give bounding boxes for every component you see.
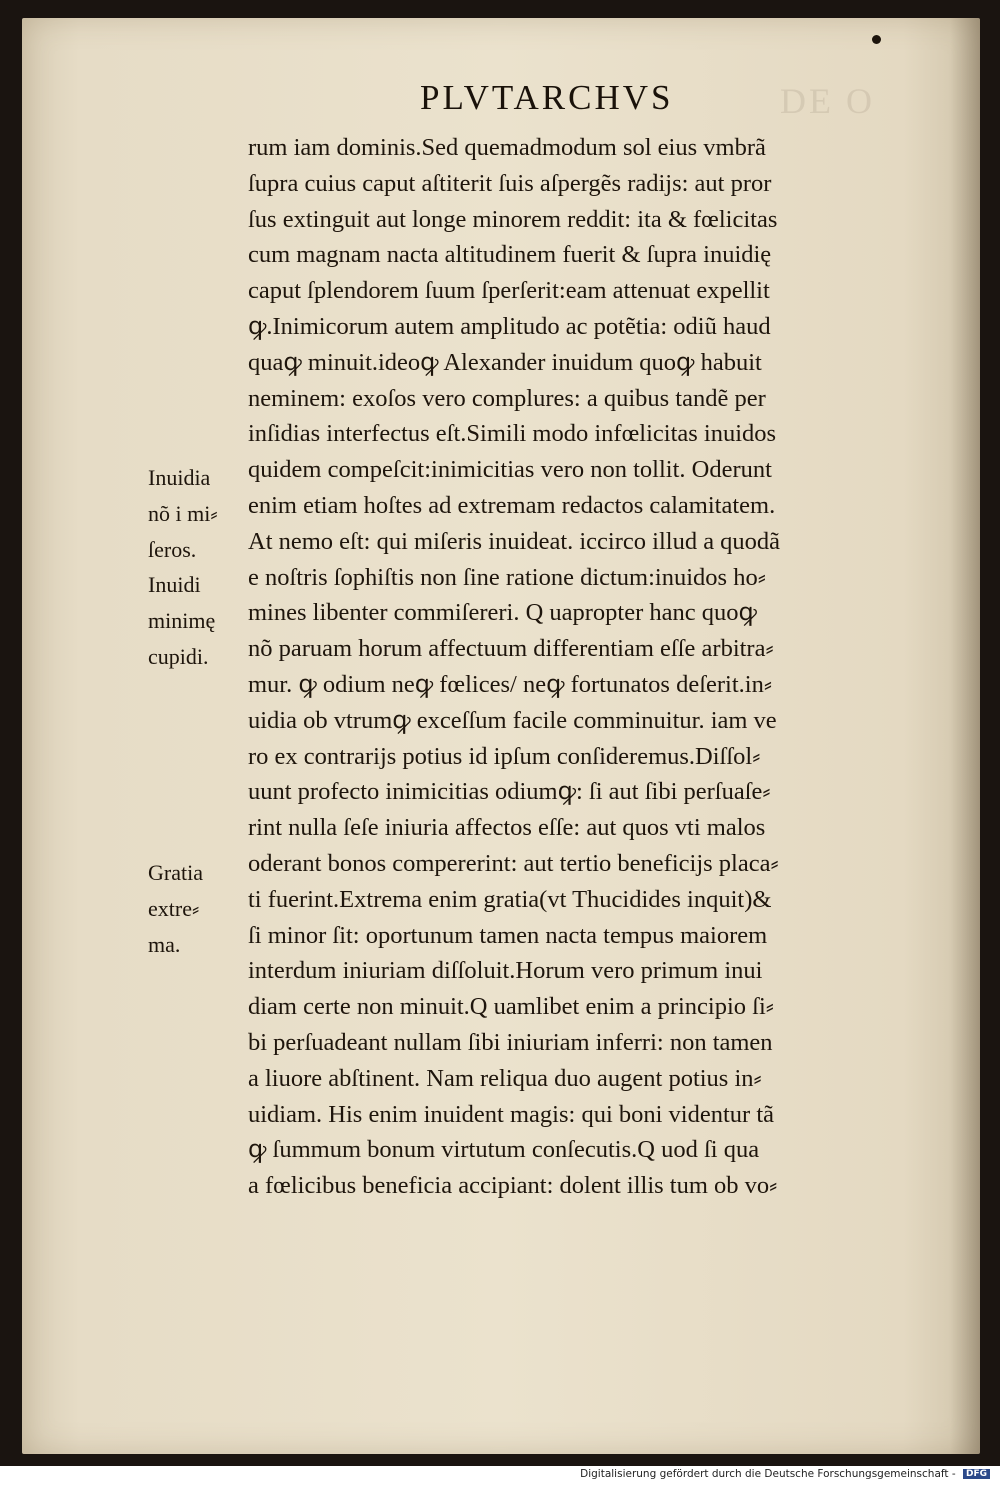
margin-note-line: ma. bbox=[148, 931, 181, 957]
margin-note-line: extre⸗ bbox=[148, 895, 200, 921]
ink-spot bbox=[872, 35, 881, 44]
margin-note-line: nõ i mi⸗ bbox=[148, 500, 218, 526]
text-line: interdum iniuriam diſſoluit.Horum vero primum inui bbox=[248, 957, 763, 985]
text-line: mines libenter commiſereri. Q uapropter hanc quoꝙ bbox=[248, 599, 757, 627]
text-line: uunt profecto inimicitias odiumꝙ: ſi aut ſibi perſuaſe⸗ bbox=[248, 778, 771, 806]
text-line: ro ex contrarijs potius id ipſum conſideremus.Diſſol⸗ bbox=[248, 742, 761, 770]
text-line: rint nulla ſeſe iniuria affectos eſſe: aut quos vti malos bbox=[248, 814, 766, 842]
margin-note bbox=[148, 460, 218, 675]
digitization-credit bbox=[580, 1468, 990, 1480]
text-line: e noſtris ſophiſtis non ſine ratione dictum:inuidos ho⸗ bbox=[248, 563, 766, 591]
running-head: PLVTARCHVS bbox=[420, 78, 674, 117]
spine-shadow bbox=[950, 18, 980, 1454]
text-line: a fœlicibus beneficia accipiant: dolent illis tum ob vo⸗ bbox=[248, 1172, 778, 1200]
text-line: quidem compeſcit:inimicitias vero non tollit. Oderunt bbox=[248, 456, 772, 484]
text-line: nõ paruam horum affectuum differentiam eſſe arbitra⸗ bbox=[248, 635, 774, 663]
text-line: ꝙ ſummum bonum virtutum conſecutis.Q uod ſi qua bbox=[248, 1136, 760, 1164]
text-line: ſus extinguit aut longe minorem reddit: ita & fœlicitas bbox=[248, 205, 778, 233]
credit-text: Digitalisierung gefördert durch die Deutsche Forschungsgemeinschaft - bbox=[580, 1468, 956, 1480]
margin-note bbox=[148, 855, 203, 962]
margin-note-line: Inuidi bbox=[148, 572, 201, 598]
text-line: ti fuerint.Extrema enim gratia(vt Thucidides inquit)& bbox=[248, 885, 772, 913]
text-line: uidia ob vtrumꝙ exceſſum facile comminuitur. iam ve bbox=[248, 706, 777, 734]
text-line: mur. ꝙ odium neꝙ fœlices/ neꝙ fortunatos deſerit.in⸗ bbox=[248, 670, 772, 698]
text-line: bi perſuadeant nullam ſibi iniuriam inferri: non tamen bbox=[248, 1028, 773, 1056]
dfg-logo: DFG bbox=[963, 1469, 990, 1479]
text-line: diam certe non minuit.Q uamlibet enim a principio ſi⸗ bbox=[248, 993, 774, 1021]
text-line: neminem: exoſos vero complures: a quibus tandẽ per bbox=[248, 384, 766, 412]
text-line: enim etiam hoſtes ad extremam redactos calamitatem. bbox=[248, 491, 776, 519]
margin-note-line: Inuidia bbox=[148, 465, 211, 490]
text-line: ꝙ.Inimicorum autem amplitudo ac potẽtia: odiũ haud bbox=[248, 312, 771, 340]
text-line: uidiam. His enim inuident magis: qui boni videntur tã bbox=[248, 1100, 775, 1128]
margin-note-line: minimę bbox=[148, 608, 216, 634]
margin-note-line: ſeros. bbox=[148, 536, 197, 562]
text-line: quaꝙ minuit.ideoꝙ Alexander inuidum quoꝙ habuit bbox=[248, 348, 762, 376]
bleed-through-heading: DE O bbox=[780, 81, 875, 121]
text-line: At nemo eſt: qui miſeris inuideat. iccirco illud a quodã bbox=[248, 527, 781, 555]
text-line: a liuore abſtinent. Nam reliqua duo augent potius in⸗ bbox=[248, 1064, 762, 1092]
text-line: cum magnam nacta altitudinem fuerit & ſupra inuidię bbox=[248, 241, 772, 269]
body-text bbox=[248, 130, 938, 1204]
text-line: inſidias interfectus eſt.Simili modo infœlicitas inuidos bbox=[248, 420, 777, 448]
text-line: caput ſplendorem ſuum ſperſerit:eam attenuat expellit bbox=[248, 277, 770, 305]
margin-note-line: cupidi. bbox=[148, 643, 209, 669]
text-line: ſi minor ſit: oportunum tamen nacta tempus maiorem bbox=[248, 921, 768, 949]
margin-note-line: Gratia bbox=[148, 860, 203, 885]
text-line: rum iam dominis.Sed quemadmodum sol eius vmbrã bbox=[248, 134, 766, 161]
text-line: oderant bonos compererint: aut tertio beneficijs placa⸗ bbox=[248, 849, 779, 877]
text-line: ſupra cuius caput aſtiterit ſuis aſpergẽs radijs: aut pror bbox=[248, 169, 772, 197]
